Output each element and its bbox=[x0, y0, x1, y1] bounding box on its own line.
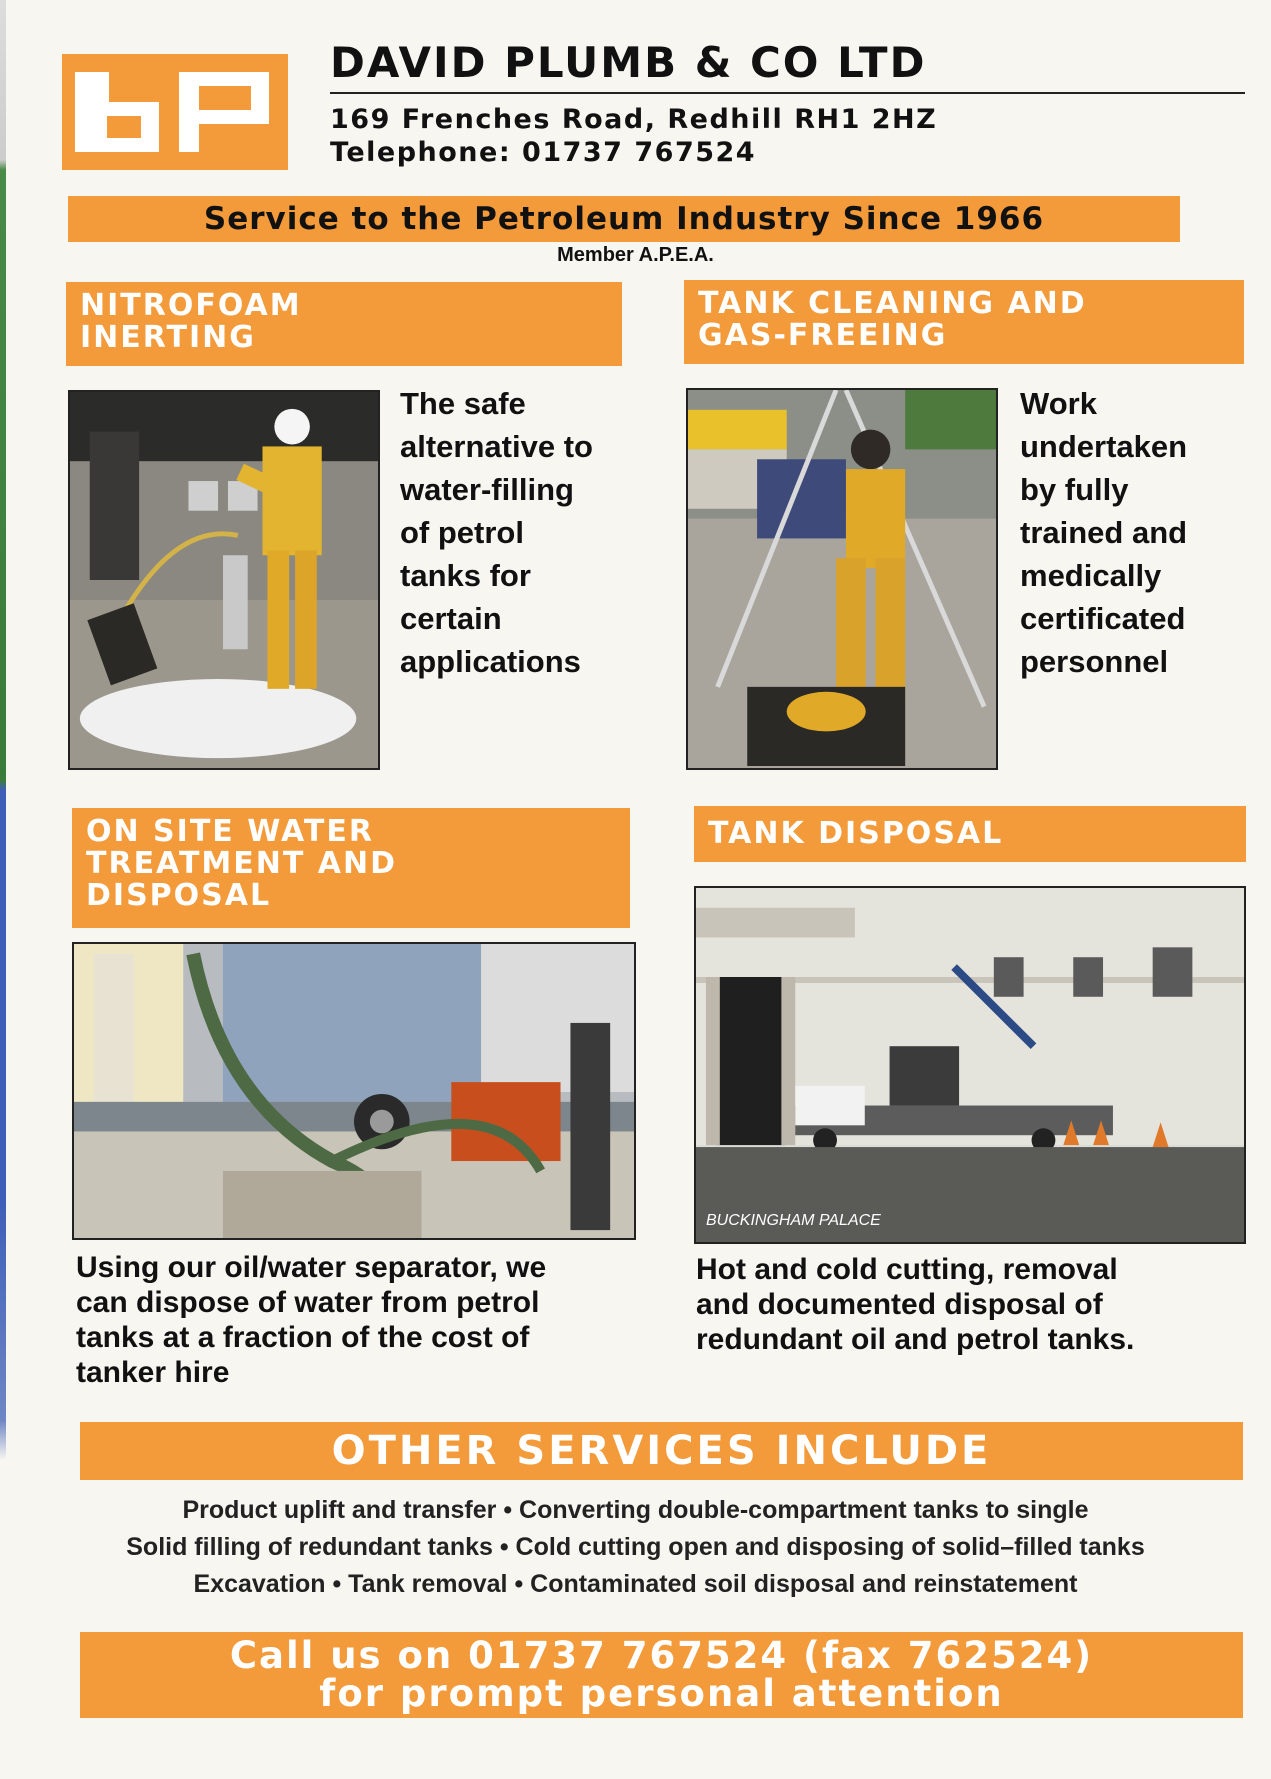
company-address: 169 Frenches Road, Redhill RH1 2HZ bbox=[330, 104, 938, 135]
water-treatment-desc-line: tanker hire bbox=[76, 1356, 230, 1389]
other-services-line: Solid filling of redundant tanks • Cold cutting open and disposing of solid–filled tanks bbox=[126, 1533, 1145, 1561]
header-divider bbox=[330, 92, 1245, 94]
dp-logo-icon bbox=[75, 66, 275, 158]
other-services-line: Product uplift and transfer • Converting double-compartment tanks to single bbox=[182, 1496, 1089, 1524]
tank-cleaning-title-line2: GAS-FREEING bbox=[698, 318, 948, 353]
water-treatment-title-line2: TREATMENT AND bbox=[86, 846, 397, 881]
tagline-banner bbox=[68, 196, 1180, 242]
tank-cleaning-desc-line: trained and bbox=[1020, 515, 1188, 550]
water-treatment-title-line1: ON SITE WATER bbox=[86, 814, 374, 849]
nitrofoam-desc-line: applications bbox=[400, 644, 581, 679]
water-treatment-photo bbox=[72, 942, 636, 1240]
water-treatment-desc-line: can dispose of water from petrol bbox=[76, 1286, 540, 1319]
water-treatment-title-line3: DISPOSAL bbox=[86, 878, 272, 913]
nitrofoam-desc-line: certain bbox=[400, 601, 502, 636]
other-services-list bbox=[40, 1492, 1231, 1603]
membership-note: Member A.P.E.A. bbox=[557, 244, 714, 266]
nitrofoam-desc-line: of petrol bbox=[400, 515, 524, 550]
tank-cleaning-header bbox=[684, 280, 1244, 364]
tank-disposal-desc-line: redundant oil and petrol tanks. bbox=[696, 1323, 1135, 1356]
nitrofoam-photo bbox=[68, 390, 380, 770]
tank-cleaning-desc-line: personnel bbox=[1020, 644, 1169, 679]
nitrofoam-title-line2: INERTING bbox=[80, 320, 256, 355]
tank-cleaning-desc-line: Work bbox=[1020, 386, 1097, 421]
tank-disposal-photo bbox=[694, 886, 1246, 1244]
other-services-title: OTHER SERVICES INCLUDE bbox=[331, 1428, 992, 1474]
tank-disposal-description bbox=[696, 1252, 1256, 1357]
nitrofoam-desc-line: alternative to bbox=[400, 429, 593, 464]
water-treatment-description bbox=[76, 1250, 676, 1390]
company-logo bbox=[62, 54, 288, 170]
tank-cleaning-desc-line: medically bbox=[1020, 558, 1162, 593]
tank-cleaning-photo bbox=[686, 388, 998, 770]
call-to-action-banner bbox=[80, 1632, 1243, 1718]
nitrofoam-desc-line: water-filling bbox=[400, 472, 574, 507]
tank-disposal-desc-line: Hot and cold cutting, removal bbox=[696, 1253, 1118, 1286]
nitrofoam-desc-line: The safe bbox=[400, 386, 526, 421]
water-treatment-header bbox=[72, 808, 630, 928]
other-services-header bbox=[80, 1422, 1243, 1480]
water-treatment-desc-line: Using our oil/water separator, we bbox=[76, 1251, 547, 1284]
tank-cleaning-desc-line: undertaken bbox=[1020, 429, 1188, 464]
photo-caption: BUCKINGHAM PALACE bbox=[706, 1212, 881, 1229]
nitrofoam-desc-line: tanks for bbox=[400, 558, 531, 593]
nitrofoam-title-line1: NITROFOAM bbox=[80, 288, 302, 323]
nitrofoam-header bbox=[66, 282, 622, 366]
company-telephone: Telephone: 01737 767524 bbox=[330, 137, 757, 168]
tank-disposal-desc-line: and documented disposal of bbox=[696, 1288, 1103, 1321]
tank-cleaning-desc-line: by fully bbox=[1020, 472, 1129, 507]
tank-cleaning-description bbox=[1020, 382, 1250, 683]
cta-line1: Call us on 01737 767524 (fax 762524) bbox=[229, 1634, 1094, 1677]
tank-cleaning-title-line1: TANK CLEANING AND bbox=[698, 286, 1087, 321]
other-services-line: Excavation • Tank removal • Contaminated soil disposal and reinstatement bbox=[193, 1570, 1078, 1598]
cta-line2: for prompt personal attention bbox=[319, 1672, 1004, 1715]
tank-disposal-header bbox=[694, 806, 1246, 862]
company-name: DAVID PLUMB & CO LTD bbox=[330, 38, 927, 87]
nitrofoam-description bbox=[400, 382, 630, 683]
tank-cleaning-desc-line: certificated bbox=[1020, 601, 1186, 636]
water-treatment-desc-line: tanks at a fraction of the cost of bbox=[76, 1321, 530, 1354]
tagline-text: Service to the Petroleum Industry Since 1966 bbox=[203, 201, 1045, 237]
tank-disposal-title: TANK DISPOSAL bbox=[708, 816, 1004, 851]
